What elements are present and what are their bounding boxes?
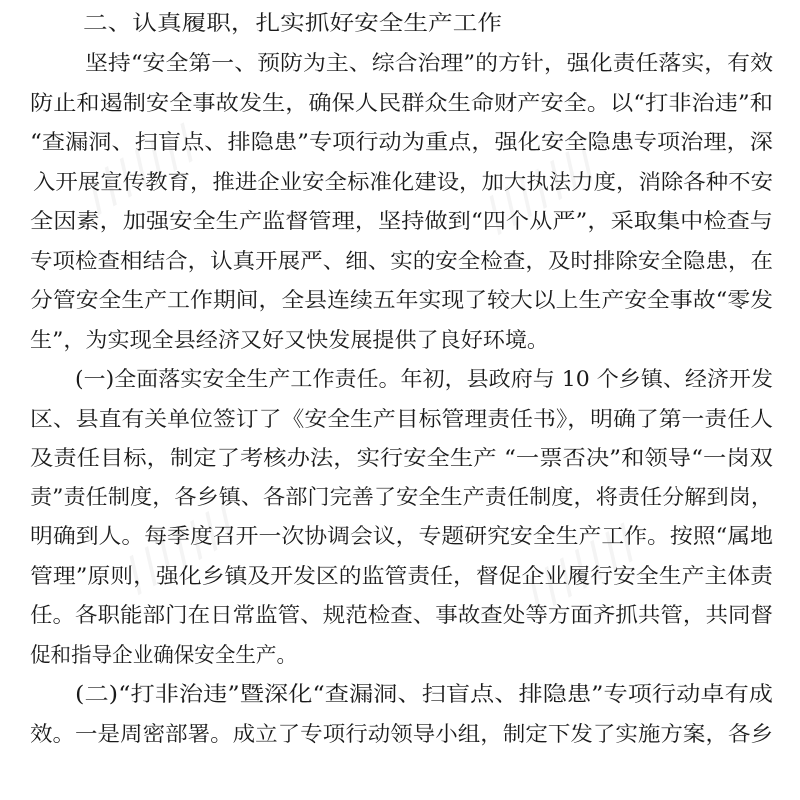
paragraph-line: 及责任目标，制定了考核办法，实行安全生产 “一票否决”和领导“一岗双 — [30, 446, 773, 470]
paragraph-line: 分管安全生产工作期间，全县连续五年实现了较大以上生产安全事故“零发 — [30, 288, 774, 312]
paragraph-line: “查漏洞、扫盲点、排隐患”专项行动为重点，强化安全隐患专项治理，深 — [30, 130, 773, 154]
paragraph-line: 坚持“安全第一、预防为主、综合治理”的方针，强化责任落实，有效 — [85, 51, 773, 75]
paragraph-line: 全因素，加强安全生产监督管理，坚持做到“四个从严”，采取集中检查与 — [30, 209, 773, 233]
paragraph-line: 专项检查相结合，认真开展严、细、实的安全检查，及时排除安全隐患，在 — [30, 249, 773, 273]
paragraph-line: 入开展宣传教育，推进企业安全标准化建设，加大执法力度，消除各种不安 — [33, 170, 773, 194]
watermark: /////// — [514, 512, 648, 622]
paragraph-line: 防止和遏制安全事故发生，确保人民群众生命财产安全。以“打非治违”和 — [30, 91, 773, 115]
paragraph-line: 管理”原则，强化乡镇及开发区的监管责任，督促企业履行安全生产主体责 — [30, 564, 774, 588]
paragraph-line: 区、县直有关单位签订了《安全生产目标管理责任书》，明确了第一责任人 — [30, 407, 774, 431]
paragraph-line: (一)全面落实安全生产工作责任。年初，县政府与 10 个乡镇、经济开发 — [75, 367, 773, 391]
paragraph-line: 责”责任制度，各乡镇、各部门完善了安全生产责任制度，将责任分解到岗， — [30, 485, 774, 509]
paragraph-line: (二)“打非治违”暨深化“查漏洞、扫盲点、排隐患”专项行动卓有成 — [75, 682, 773, 706]
paragraph-line: 明确到人。每季度召开一次协调会议，专题研究安全生产工作。按照“属地 — [30, 524, 774, 548]
paragraph-line: 效。一是周密部署。成立了专项行动领导小组，制定下发了实施方案，各乡 — [30, 722, 773, 746]
watermark: /////// — [114, 492, 248, 602]
paragraph-line: 促和指导企业确保安全生产。 — [30, 643, 297, 667]
paragraph-line: 生”，为实现全县经济又好又快发展提供了良好环境。 — [30, 328, 549, 352]
section-heading: 二、认真履职，扎实抓好安全生产工作 — [83, 11, 502, 35]
paragraph-line: 任。各职能部门在日常监管、规范检查、事故查处等方面齐抓共管，共同督 — [30, 603, 773, 627]
watermark: /////// — [474, 132, 608, 242]
watermark: /////// — [74, 112, 208, 222]
